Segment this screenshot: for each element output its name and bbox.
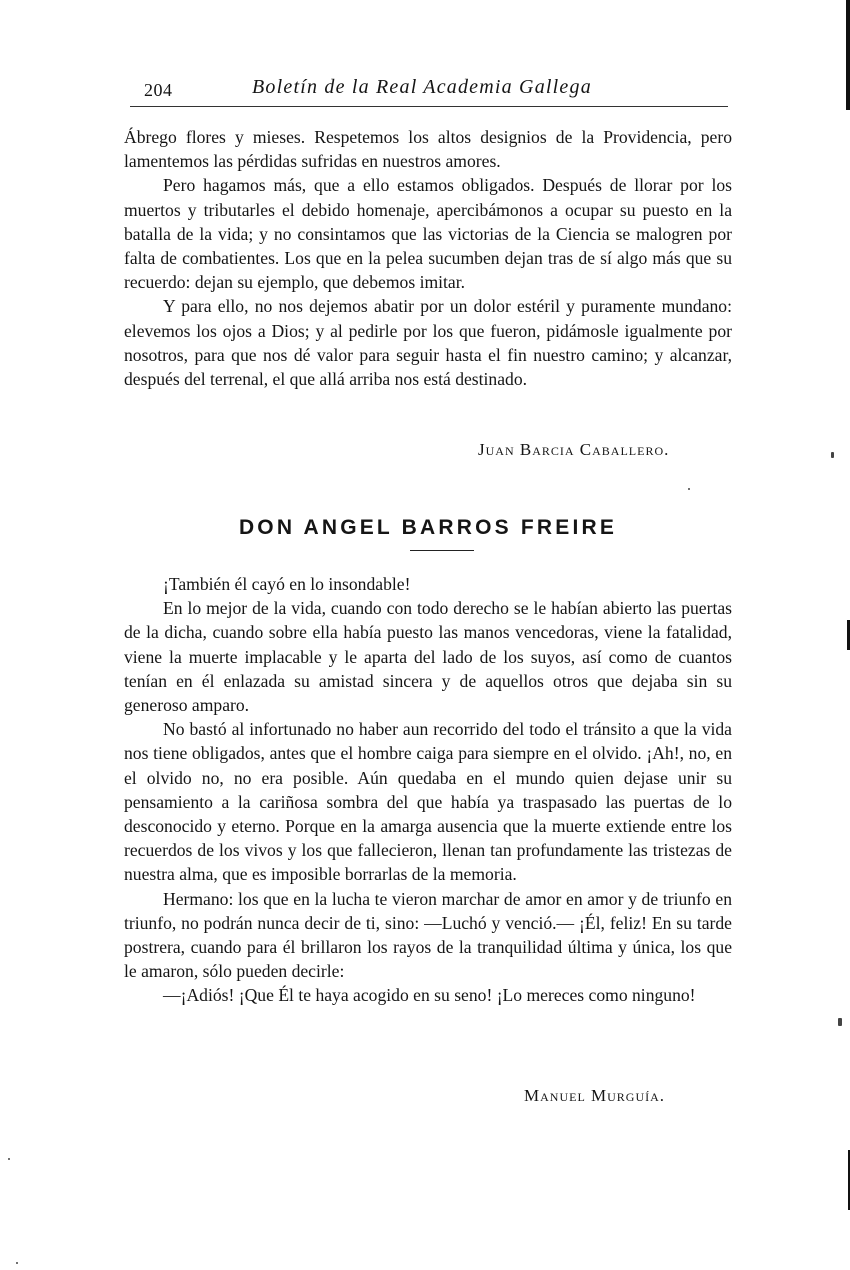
scan-speck [838,1018,842,1026]
paragraph: Y para ello, no nos dejemos abatir por un dolor estéril y puramente mundano: elevemos los ojos a Dios; y al pedirle por los que fueron, pidámosle igualmente por nosotros, para que nos dé valor para seguir hasta el fin nuestro camino; y alcanzar, después del terrenal, el que allá arriba nos está destinado. [124,296,732,390]
scan-speck [8,1158,10,1160]
scan-speck [688,488,690,490]
article-1-signature: Juan Barcia Caballero. [478,440,670,459]
scan-speck [16,1262,18,1264]
paragraph: —¡Adiós! ¡Que Él te haya acogido en su seno! ¡Lo mereces como ninguno! [163,985,696,1006]
paragraph: No bastó al infortunado no haber aun recorrido del todo el tránsito a que la vida nos tiene obligados, antes que el hombre caiga para siempre en el olvido. ¡Ah!, no, en el olvido no, no era posible. Aún quedaba en el mundo quien dejase unir su pensamiento a la cariñosa sombra del que había ya traspasado las puertas de lo desconocido y eterno. Porque en la amarga ausencia que la muerte extiende entre los recuerdos de los vivos y los que fallecieron, llenan tan profundamente las tristezas de nuestra alma, que es imposible borrarlas de la memoria. [124,719,732,885]
paragraph: Ábrego flores y mieses. Respetemos los altos designios de la Providencia, pero lamentemos las pérdidas sufridas en nuestros amores. [124,127,732,172]
scan-edge-mark [846,0,850,110]
article-2-title: DON ANGEL BARROS FREIRE [238,516,618,539]
scan-speck [831,452,834,458]
header-rule [130,106,728,107]
title-rule [410,550,474,551]
article-2-signature: Manuel Murguía. [524,1086,666,1105]
paragraph: ¡También él cayó en lo insondable! [163,574,411,594]
paragraph: Hermano: los que en la lucha te vieron marchar de amor en amor y de triunfo en triunfo, no podrán nunca decir de ti, sino: —Luchó y venció.— ¡Él, feliz! En su tarde postrera, cuando para él brillaron los rayos de la tranquilidad última y única, los que le amaron, sólo pueden decirle: [124,888,732,982]
article-2-body [124,572,732,1008]
article-1-body [124,125,732,391]
running-header [130,74,728,104]
page-number: 204 [144,80,173,100]
paragraph: Pero hagamos más, que a ello estamos obligados. Después de llorar por los muertos y tributarles el debido homenaje, apercibámonos a ocupar su puesto en la batalla de la vida; y no consintamos que las victorias de la Ciencia se malogren por falta de combatientes. Los que en la pelea sucumben dejan tras de sí algo más que su recuerdo: dejan su ejemplo, que debemos imitar. [124,175,732,293]
paragraph: En lo mejor de la vida, cuando con todo derecho se le habían abierto las puertas de la dicha, cuando sobre ella había puesto las manos vencedoras, viene la fatalidad, viene la muerte implacable y le aparta del lado de los suyos, así como de cuantos tenían en él enlazada su amistad sincera y de aquellos otros que dejaba sin su generoso amparo. [124,598,732,716]
journal-title: Boletín de la Real Academia Gallega [252,76,592,98]
